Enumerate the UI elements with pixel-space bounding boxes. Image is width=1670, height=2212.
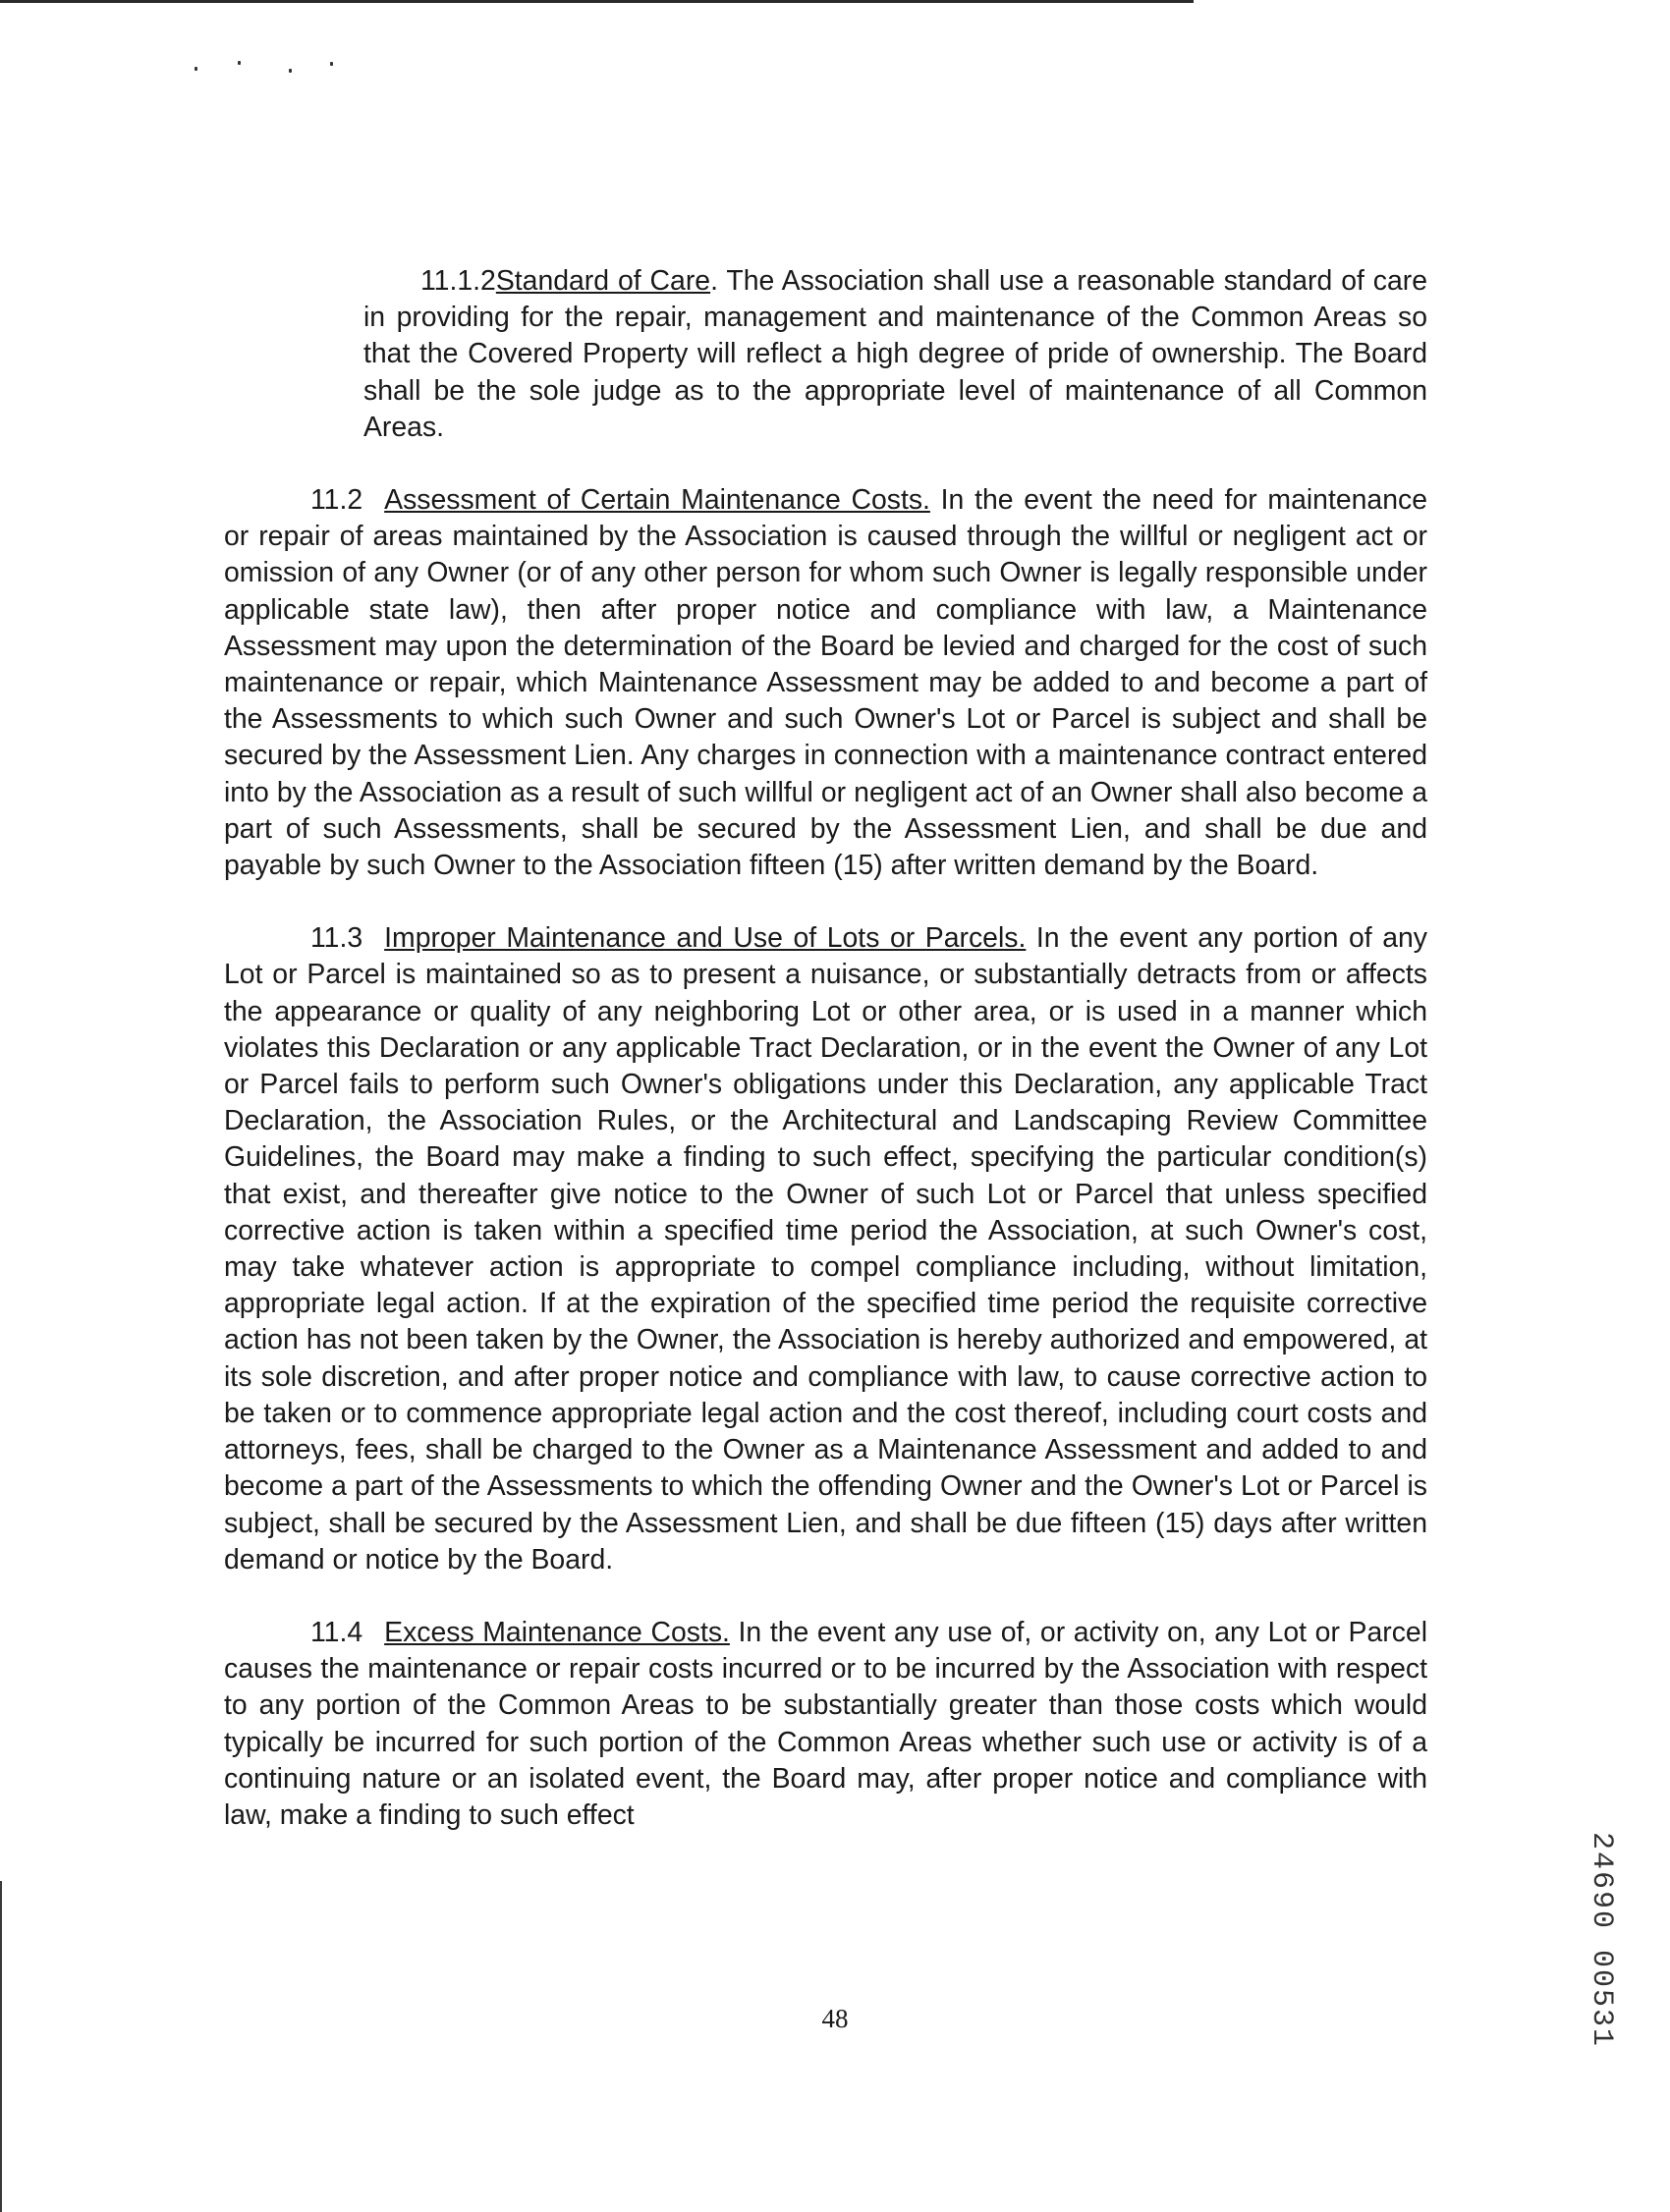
section-body: In the event the need for maintenance or repair of areas maintained by the Association is caused through the willful or negligent act or omission of any Owner (or of any other person for whom such Owner is legally responsible under applicable state law), then after proper notice and compliance with law, a Maintenance Assessment may upon the determination of the Board be levied and charged for the cost of such maintenance or repair, which Maintenance Assessment may be added to and become a part of the Assessments to which such Owner and such Owner's Lot or Parcel is subject and shall be secured by the Assessment Lien. Any charges in connection with a maintenance contract entered into by the Association as a result of such willful or negligent act of an Owner shall also become a part of such Assessments, shall be secured by the Assessment Lien, and shall be due and payable by such Owner to the Association fifteen (15) after written demand by the Board. — [224, 484, 1427, 882]
scan-left-edge-line — [0, 1881, 2, 2212]
section-title: Improper Maintenance and Use of Lots or Parcels. — [384, 922, 1027, 955]
section-number: 11.2 — [310, 484, 363, 517]
scan-specks — [187, 57, 344, 77]
section-body: In the event any use of, or activity on, any Lot or Parcel causes the maintenance or repair costs incurred or to be incurred by the Association with respect to any portion of the Common Areas to be substantially greater than those costs which would typically be incurred for such portion of the Common Areas whether such use or activity is of a continuing nature or an isolated event, the Board may, after proper notice and compliance with law, make a finding to such effect — [224, 1616, 1428, 1831]
section-title: Excess Maintenance Costs. — [384, 1616, 730, 1648]
page-number: 48 — [821, 2004, 849, 2033]
section-body: In the event any portion of any Lot or Parcel is maintained so as to present a nuisance, or substantially detracts from or affects the appearance or quality of any neighboring Lot or other area, or is used in a manner which violates this Declaration or any applicable Tract Declaration, or in the event the Owner of any Lot or Parcel fails to perform such Owner's obligations under this Declaration, any applicable Tract Declaration, the Association Rules, or the Architectural and Landscaping Review Committee Guidelines, the Board may make a finding to such effect, specifying the particular condition(s) that exist, and thereafter give notice to the Owner of such Lot or Parcel that unless specified corrective action is taken within a specified time period the Association, at such Owner's cost, may take whatever action is appropriate to compel compliance including, without limitation, appropriate legal action. If at the expiration of the specified time period the requisite corrective action has not been taken by the Owner, the Association is hereby authorized and empowered, at its sole discretion, and after proper notice and compliance with law, to cause corrective action to be taken or to commence appropriate legal action and the cost thereof, including court costs and attorneys, fees, shall be charged to the Owner as a Maintenance Assessment and added to and become a part of the Assessments to which the offending Owner and the Owner's Lot or Parcel is subject, shall be secured by the Assessment Lien, and shall be due fifteen (15) days after written demand or notice by the Board. — [224, 922, 1427, 1576]
section-title: Assessment of Certain Maintenance Costs. — [384, 484, 930, 517]
document-stamp — [1582, 1812, 1621, 2068]
scan-top-edge-line — [0, 0, 1194, 3]
section-11-1-2 — [363, 263, 1427, 446]
section-number: 11.1.2 — [420, 265, 496, 297]
section-body: . The Association shall use a reasonable standard of care in providing for the repair, management and maintenance of the Common Areas so that the Covered Property will reflect a high degree of pride of ownership. The Board shall be the sole judge as to the appropriate level of maintenance of all Common Areas. — [363, 265, 1428, 443]
document-body — [224, 263, 1427, 1870]
section-number: 11.3 — [310, 922, 363, 955]
section-11-4 — [224, 1615, 1427, 1834]
section-title: Standard of Care — [495, 265, 711, 297]
stamp-text: 24690 00531 — [1585, 1831, 1619, 2049]
section-11-3 — [224, 920, 1427, 1578]
section-11-2 — [224, 482, 1427, 884]
section-number: 11.4 — [310, 1616, 363, 1648]
